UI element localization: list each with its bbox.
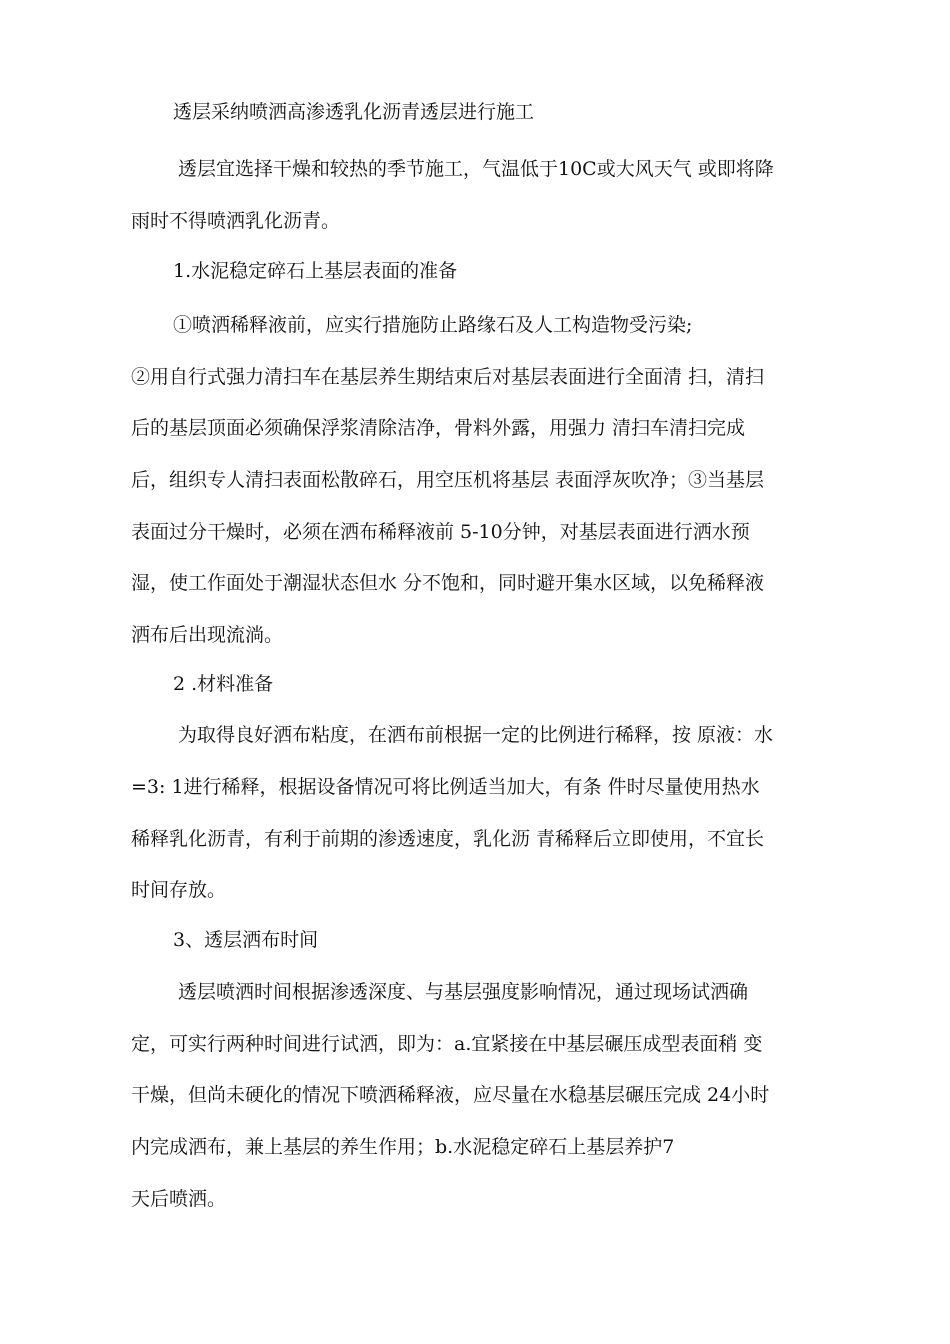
paragraph-line: ①喷洒稀释液前，应实行措施防止路缘石及人工构造物受污染; [173, 314, 693, 336]
section-heading-3: 3、透层洒布时间 [173, 929, 319, 951]
paragraph-line: 透层喷洒时间根据渗透深度、与基层强度影响情况，通过现场试洒确 [178, 981, 749, 1003]
paragraph-line: ②用自行式强力清扫车在基层养生期结束后对基层表面进行全面清 扫，清扫 [131, 366, 765, 388]
paragraph-heading-intro: 透层采纳喷洒高渗透乳化沥青透层进行施工 [173, 101, 535, 123]
paragraph-line: =3: 1进行稀释，根据设备情况可将比例适当加大，有条 件时尽量使用热水 [131, 776, 760, 798]
paragraph-line: 透层宜选择干燥和较热的季节施工，气温低于10C或大风天气 或即将降 [178, 158, 774, 180]
paragraph-line: 湿，使工作面处于潮湿状态但水 分不饱和，同时避开集水区域，以免稀释液 [131, 572, 765, 594]
paragraph-line: 内完成洒布，兼上基层的养生作用；b.水泥稳定碎石上基层养护7 [131, 1136, 675, 1158]
paragraph-line: 时间存放。 [131, 879, 227, 901]
paragraph-line: 稀释乳化沥青，有利于前期的渗透速度，乳化沥 青稀释后立即使用，不宜长 [131, 828, 765, 850]
paragraph-line: 后的基层顶面必须确保浮浆清除洁净，骨料外露，用强力 清扫车清扫完成 [131, 417, 746, 439]
section-heading-1: 1.水泥稳定碎石上基层表面的准备 [173, 260, 458, 282]
paragraph-line: 后，组织专人清扫表面松散碎石，用空压机将基层 表面浮灰吹净；③当基层 [131, 469, 765, 491]
paragraph-line: 洒布后出现流淌。 [131, 624, 284, 646]
section-heading-2: 2 .材料准备 [173, 673, 274, 695]
paragraph-line: 表面过分干燥时，必须在洒布稀释液前 5-10分钟，对基层表面进行洒水预 [131, 521, 750, 543]
paragraph-line: 为取得良好洒布粘度，在洒布前根据一定的比例进行稀释，按 原液：水 [178, 724, 774, 746]
paragraph-line: 定，可实行两种时间进行试洒，即为：a.宜紧接在中基层碾压成型表面稍 变 [131, 1033, 763, 1055]
paragraph-line: 天后喷洒。 [131, 1188, 227, 1210]
paragraph-line: 干燥，但尚未硬化的情况下喷洒稀释液，应尽量在水稳基层碾压完成 24小时 [131, 1084, 770, 1106]
paragraph-line: 雨时不得喷洒乳化沥青。 [131, 210, 341, 232]
